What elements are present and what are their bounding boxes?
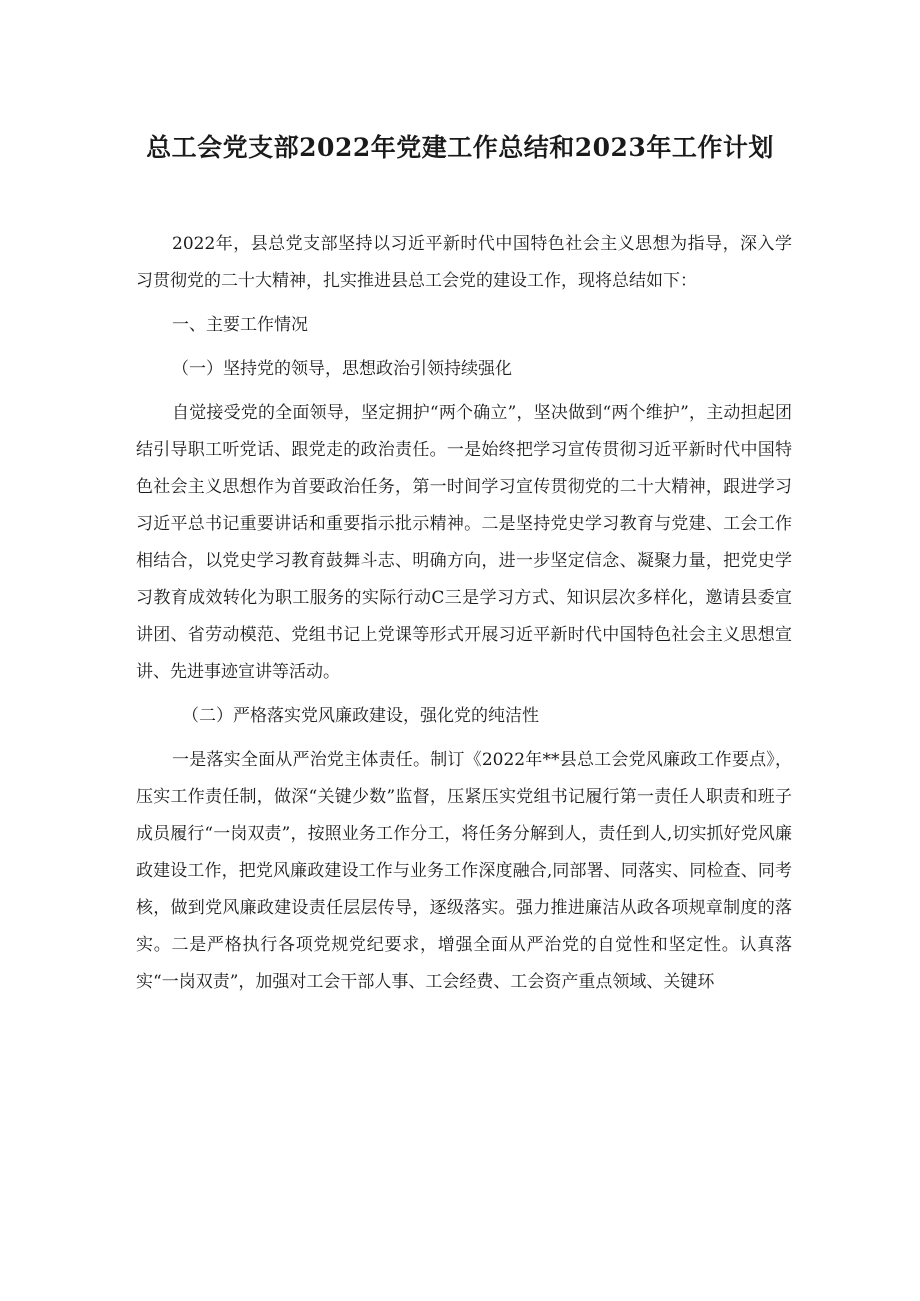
- document-title: 总工会党支部2022年党建工作总结和2023年工作计划: [146, 133, 774, 162]
- document-body: [136, 226, 792, 1001]
- paragraph-party-leadership: 自觉接受党的全面领导，坚定拥护“两个确立”，坚决做到“两个维护”，主动担起团结引导职工听党话、跟党走的政治责任。一是始终把学习宣传贯彻习近平新时代中国特色社会主义思想作为首要政治任务，第一时间学习宣传贯彻党的二十大精神，跟进学习习近平总书记重要讲话和重要指示批示精神。二是坚持党史学习教育与党建、工会工作相结合，以党史学习教育鼓舞斗志、明确方向，进一步坚定信念、凝聚力量，把党史学习教育成效转化为职工服务的实际行动C三是学习方式、知识层次多样化，邀请县委宣讲团、省劳动模范、党组书记上党课等形式开展习近平新时代中国特色社会主义思想宣讲、先进事迹宣讲等活动。: [136, 403, 792, 682]
- section-heading-main-work: 一、主要工作情况: [172, 315, 308, 335]
- paragraph-clean-governance: 一是落实全面从严治党主体责任。制订《2022年**县总工会党风廉政工作要点》，压实工作责任制，做深“关键少数”监督，压紧压实党组书记履行第一责任人职责和班子成员履行“一岗双责”，按照业务工作分工，将任务分解到人，责任到人,切实抓好党风廉政建设工作，把党风廉政建设工作与业务工作深度融合,同部署、同落实、同检查、同考核，做到党风廉政建设责任层层传导，逐级落实。强力推进廉洁从政各项规章制度的落实。二是严格执行各项党规党纪要求，增强全面从严治党的自觉性和坚定性。认真落实“一岗双责”，加强对工会干部人事、工会经费、工会资产重点领域、关键环: [136, 750, 792, 992]
- subsection-heading-party-leadership: （一）坚持党的领导，思想政治引领持续强化: [172, 359, 512, 379]
- subsection-heading-clean-governance: （二）严格落实党风廉政建设，强化党的纯洁性: [182, 706, 539, 726]
- intro-paragraph: 2022年，县总党支部坚持以习近平新时代中国特色社会主义思想为指导，深入学习贯彻党的二十大精神，扎实推进县总工会党的建设工作，现将总结如下：: [136, 234, 792, 291]
